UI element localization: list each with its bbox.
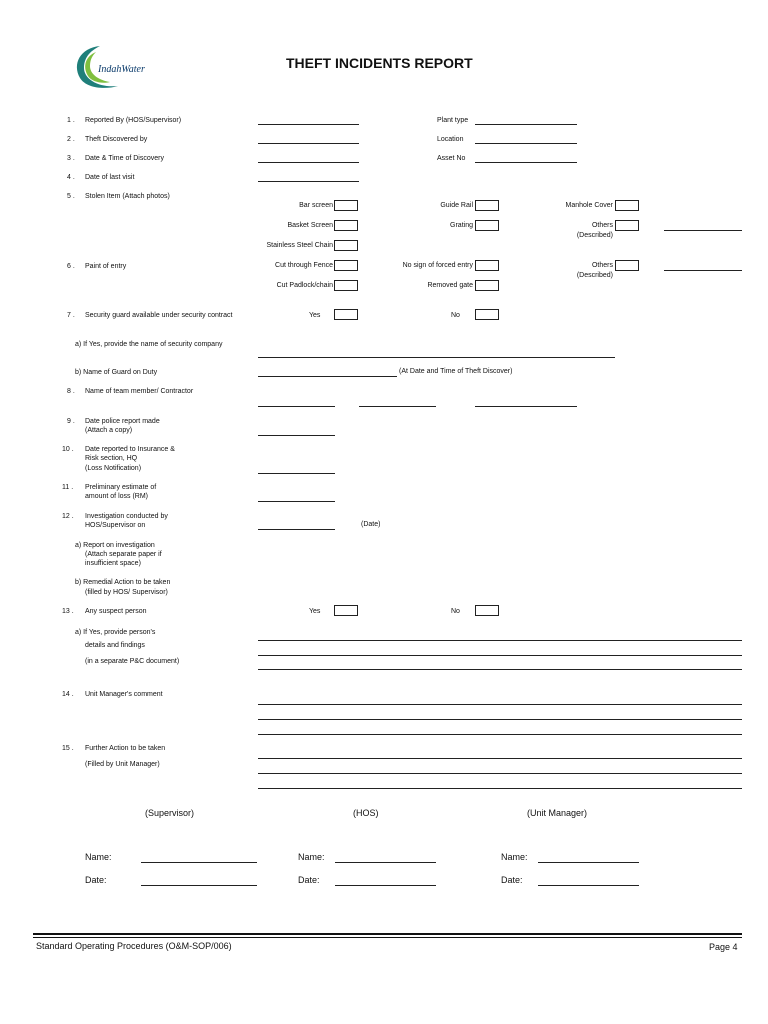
no-sign-label: No sign of forced entry [402, 262, 473, 269]
q5-num: 5 . [67, 193, 75, 200]
manhole-cover-checkbox[interactable] [615, 200, 639, 211]
q7b-label: b) Name of Guard on Duty [75, 369, 158, 376]
removed-gate-checkbox[interactable] [475, 280, 499, 291]
q13a-line1: a) If Yes, provide person's [75, 629, 156, 636]
q12-num: 12 . [62, 513, 74, 520]
q9-line2: (Attach a copy) [85, 427, 133, 434]
cut-fence-checkbox[interactable] [334, 260, 358, 271]
unit-manager-heading: (Unit Manager) [527, 808, 588, 818]
stainless-chain-checkbox[interactable] [334, 240, 358, 251]
location-field[interactable] [475, 143, 577, 144]
q7-yes-checkbox[interactable] [334, 309, 358, 320]
q13a-line3: (in a separate P&C document) [85, 658, 180, 665]
unit-manager-date-label: Date: [501, 875, 523, 885]
others-entry-field[interactable] [664, 270, 742, 271]
q13-no-checkbox[interactable] [475, 605, 499, 616]
q7b-note: (At Date and Time of Theft Discover) [399, 368, 513, 375]
location-label: Location [437, 136, 464, 143]
footer-page-number: Page 4 [709, 942, 738, 952]
q7a-field[interactable] [258, 357, 615, 358]
grating-label: Grating [450, 222, 473, 229]
footer-sop: Standard Operating Procedures (O&M-SOP/006) [36, 941, 232, 951]
q7b-field[interactable] [258, 376, 397, 377]
q4-label: Date of last visit [85, 174, 135, 181]
q7-yes-label: Yes [309, 312, 321, 319]
q14-field-3[interactable] [258, 734, 742, 735]
q10-line3: (Loss Notification) [85, 465, 142, 472]
others-item-checkbox[interactable] [615, 220, 639, 231]
q11-line2: amount of loss (RM) [85, 493, 149, 500]
q15-line1: Further Action to be taken [85, 745, 166, 752]
cut-padlock-label: Cut Padlock/chain [276, 282, 333, 289]
footer-divider-thin [33, 937, 742, 938]
no-sign-checkbox[interactable] [475, 260, 499, 271]
others-item-described: (Described) [576, 232, 613, 239]
grating-checkbox[interactable] [475, 220, 499, 231]
q3-label: Date & Time of Discovery [85, 155, 164, 162]
hos-date-label: Date: [298, 875, 320, 885]
manhole-cover-label: Manhole Cover [565, 202, 613, 209]
q12-line2: HOS/Supervisor on [85, 522, 146, 529]
q3-num: 3 . [67, 155, 75, 162]
hos-date-field[interactable] [335, 885, 436, 886]
q15-field-3[interactable] [258, 788, 742, 789]
bar-screen-checkbox[interactable] [334, 200, 358, 211]
q8-field-1[interactable] [258, 406, 335, 407]
others-item-field[interactable] [664, 230, 742, 231]
unit-manager-name-field[interactable] [538, 862, 639, 863]
guide-rail-label: Guide Rail [440, 202, 473, 209]
logo-text: IndahWater [98, 64, 145, 75]
basket-screen-label: Basket Screen [287, 222, 333, 229]
q7-num: 7 . [67, 312, 75, 319]
q3-field[interactable] [258, 162, 359, 163]
q6-label: Paint of entry [85, 263, 127, 270]
q9-num: 9 . [67, 418, 75, 425]
hos-heading: (HOS) [353, 808, 379, 818]
q9-field[interactable] [258, 435, 335, 436]
supervisor-date-label: Date: [85, 875, 107, 885]
unit-manager-date-field[interactable] [538, 885, 639, 886]
q12-line1: Investigation conducted by [85, 513, 168, 520]
others-entry-label: Others [591, 262, 613, 269]
q13a-field-3[interactable] [258, 669, 742, 670]
hos-name-label: Name: [298, 852, 325, 862]
q2-num: 2 . [67, 136, 75, 143]
q1-label: Reported By (HOS/Supervisor) [85, 117, 182, 124]
asset-no-field[interactable] [475, 162, 577, 163]
q6-num: 6 . [67, 263, 75, 270]
q13-yes-label: Yes [309, 608, 321, 615]
company-logo [70, 42, 150, 92]
hos-name-field[interactable] [335, 862, 436, 863]
others-entry-checkbox[interactable] [615, 260, 639, 271]
q12-field[interactable] [258, 529, 335, 530]
q10-num: 10 . [62, 446, 74, 453]
q13a-field-2[interactable] [258, 655, 742, 656]
others-item-label: Others [591, 222, 613, 229]
footer-divider [33, 933, 742, 935]
q12-date-note: (Date) [361, 521, 381, 528]
plant-type-label: Plant type [437, 117, 469, 124]
q7-label: Security guard available under security contract [85, 312, 233, 319]
q4-num: 4 . [67, 174, 75, 181]
q13-no-label: No [451, 608, 460, 615]
asset-no-label: Asset No [437, 155, 466, 162]
basket-screen-checkbox[interactable] [334, 220, 358, 231]
supervisor-name-label: Name: [85, 852, 112, 862]
q8-field-3[interactable] [475, 406, 577, 407]
q14-label: Unit Manager's comment [85, 691, 163, 698]
q14-field-1[interactable] [258, 704, 742, 705]
q2-label: Theft Discovered by [85, 136, 148, 143]
q10-field[interactable] [258, 473, 335, 474]
q7-no-checkbox[interactable] [475, 309, 499, 320]
q15-line2: (Filled by Unit Manager) [85, 761, 160, 768]
plant-type-field[interactable] [475, 124, 577, 125]
q8-label: Name of team member/ Contractor [85, 388, 194, 395]
bar-screen-label: Bar screen [299, 202, 333, 209]
q14-num: 14 . [62, 691, 74, 698]
unit-manager-name-label: Name: [501, 852, 528, 862]
q15-num: 15 . [62, 745, 74, 752]
q13-yes-checkbox[interactable] [334, 605, 358, 616]
stainless-chain-label: Stainless Steel Chain [266, 242, 333, 249]
guide-rail-checkbox[interactable] [475, 200, 499, 211]
q4-field[interactable] [258, 181, 359, 182]
supervisor-date-field[interactable] [141, 885, 257, 886]
q10-line1: Date reported to Insurance & [85, 446, 175, 453]
cut-padlock-checkbox[interactable] [334, 280, 358, 291]
q10-line2: Risk section, HQ [85, 455, 138, 462]
supervisor-heading: (Supervisor) [145, 808, 195, 818]
q1-num: 1 . [67, 117, 75, 124]
q13-label: Any suspect person [85, 608, 147, 615]
q11-line1: Preliminary estimate of [85, 484, 157, 491]
q14-field-2[interactable] [258, 719, 742, 720]
q12a-line3: insufficient space) [85, 560, 141, 567]
q13a-line2: details and findings [85, 642, 145, 649]
q7a-label: a) If Yes, provide the name of security company [75, 341, 223, 348]
q9-line1: Date police report made [85, 418, 160, 425]
q13-num: 13 . [62, 608, 74, 615]
q15-field-1[interactable] [258, 758, 742, 759]
others-entry-described: (Described) [576, 272, 613, 279]
q11-num: 11 . [62, 484, 74, 491]
q12b-line2: (filled by HOS/ Supervisor) [85, 589, 168, 596]
q13a-field-1[interactable] [258, 640, 742, 641]
q1-field[interactable] [258, 124, 359, 125]
q2-field[interactable] [258, 143, 359, 144]
q12a-line1: a) Report on investigation [75, 542, 155, 549]
q12a-line2: (Attach separate paper if [85, 551, 162, 558]
q12b-line1: b) Remedial Action to be taken [75, 579, 171, 586]
q8-field-2[interactable] [359, 406, 436, 407]
supervisor-name-field[interactable] [141, 862, 257, 863]
cut-fence-label: Cut through Fence [275, 262, 333, 269]
page-title: THEFT INCIDENTS REPORT [286, 55, 473, 71]
q15-field-2[interactable] [258, 773, 742, 774]
q5-label: Stolen Item (Attach photos) [85, 193, 170, 200]
q11-field[interactable] [258, 501, 335, 502]
q8-num: 8 . [67, 388, 75, 395]
q7-no-label: No [451, 312, 460, 319]
removed-gate-label: Removed gate [427, 282, 473, 289]
